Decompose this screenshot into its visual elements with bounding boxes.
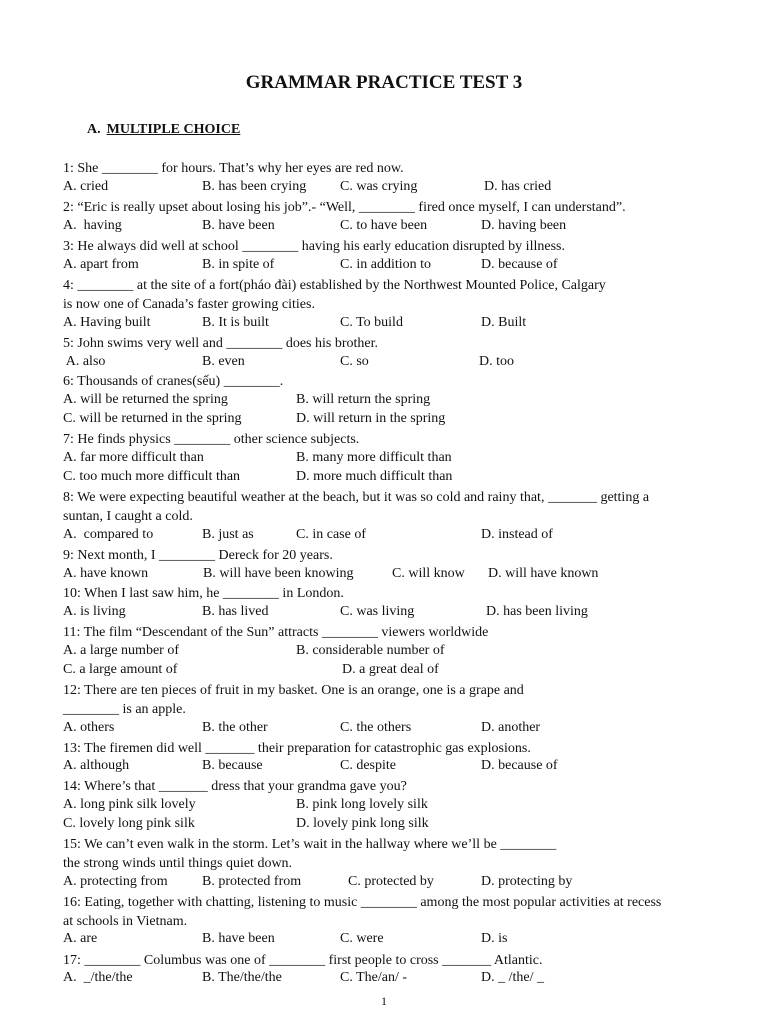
question-3-option-c: C. in addition to: [340, 257, 431, 272]
question-16-option-a: A. are: [63, 931, 98, 946]
question-12-option-d: D. another: [481, 720, 541, 735]
question-15-option-a: A. protecting from: [63, 874, 168, 889]
question-3-option-d: D. because of: [481, 257, 558, 272]
question-12-option-a: A. others: [63, 720, 115, 735]
question-9-stem: 9: Next month, I ________ Dereck for 20 years.: [63, 548, 333, 563]
question-16-option-d: D. is: [481, 931, 508, 946]
question-2-option-d: D. having been: [481, 218, 567, 233]
question-9-option-b: B. will have been knowing: [203, 566, 354, 581]
question-10-stem: 10: When I last saw him, he ________ in London.: [63, 586, 344, 601]
question-7-option-b: B. many more difficult than: [296, 450, 452, 465]
question-3-stem: 3: He always did well at school ________ having his early education disrupted by illness.: [63, 239, 565, 254]
question-11-option-d: D. a great deal of: [342, 662, 439, 677]
question-8-option-c: C. in case of: [296, 527, 366, 542]
question-15-stem: 15: We can’t even walk in the storm. Let’s wait in the hallway where we’ll be ________: [63, 837, 557, 852]
question-9-option-c: C. will know: [392, 566, 465, 581]
question-1-stem: 1: She ________ for hours. That’s why her eyes are red now.: [63, 161, 404, 176]
question-14-option-d: D. lovely pink long silk: [296, 816, 429, 831]
question-13-option-c: C. despite: [340, 758, 396, 773]
question-4-stem: 4: ________ at the site of a fort(pháo đài) established by the Northwest Mounted Police, Calgary: [63, 278, 606, 293]
question-4-option-a: A. Having built: [63, 315, 151, 330]
question-17-option-a: A. _/the/the: [63, 970, 133, 985]
question-2-option-c: C. to have been: [340, 218, 428, 233]
question-9-option-d: D. will have known: [488, 566, 599, 581]
question-13-option-d: D. because of: [481, 758, 558, 773]
question-16-stem: 16: Eating, together with chatting, listening to music ________ among the most popular activities at recess: [63, 895, 662, 910]
question-5-option-a: A. also: [63, 354, 106, 369]
question-8-option-b: B. just as: [202, 527, 254, 542]
question-2-stem: 2: “Eric is really upset about losing his job”.- “Well, ________ fired once myself, I can understand”.: [63, 200, 626, 215]
section-label: MULTIPLE CHOICE: [106, 122, 241, 137]
question-14-option-c: C. lovely long pink silk: [63, 816, 195, 831]
question-3-option-b: B. in spite of: [202, 257, 275, 272]
question-15-option-b: B. protected from: [202, 874, 302, 889]
question-7-option-a: A. far more difficult than: [63, 450, 204, 465]
question-6-stem: 6: Thousands of cranes(sếu) ________.: [63, 374, 284, 389]
question-8-option-d: D. instead of: [481, 527, 553, 542]
question-7-stem: 7: He finds physics ________ other science subjects.: [63, 432, 360, 447]
question-4-option-b: B. It is built: [202, 315, 269, 330]
question-15-option-d: D. protecting by: [481, 874, 573, 889]
question-8-option-a: A. compared to: [63, 527, 154, 542]
section-heading: [87, 122, 240, 138]
section-letter: A.: [87, 122, 101, 137]
question-6-option-a: A. will be returned the spring: [63, 392, 228, 407]
question-6-option-d: D. will return in the spring: [296, 411, 446, 426]
question-2-option-b: B. have been: [202, 218, 275, 233]
question-14-option-a: A. long pink silk lovely: [63, 797, 196, 812]
question-6-option-c: C. will be returned in the spring: [63, 411, 242, 426]
question-12-option-b: B. the other: [202, 720, 268, 735]
question-5-option-c: C. so: [340, 354, 369, 369]
question-16-option-b: B. have been: [202, 931, 275, 946]
question-17-option-b: B. The/the/the: [202, 970, 282, 985]
question-14-stem: 14: Where’s that _______ dress that your grandma gave you?: [63, 779, 407, 794]
question-2-option-a: A. having: [63, 218, 122, 233]
question-7-option-c: C. too much more difficult than: [63, 469, 241, 484]
question-7-option-d: D. more much difficult than: [296, 469, 453, 484]
question-5-option-d: D. too: [479, 354, 514, 369]
question-10-option-d: D. has been living: [486, 604, 588, 619]
question-3-option-a: A. apart from: [63, 257, 139, 272]
question-4-stem-continued: is now one of Canada’s faster growing cities.: [63, 297, 315, 312]
question-1-option-d: D. has cried: [484, 179, 552, 194]
question-12-stem-continued: ________ is an apple.: [63, 702, 186, 717]
question-12-stem: 12: There are ten pieces of fruit in my basket. One is an orange, one is a grape and: [63, 683, 524, 698]
question-4-option-c: C. To build: [340, 315, 403, 330]
question-11-option-c: C. a large amount of: [63, 662, 178, 677]
question-14-option-b: B. pink long lovely silk: [296, 797, 428, 812]
question-11-option-a: A. a large number of: [63, 643, 179, 658]
question-11-stem: 11: The film “Descendant of the Sun” attracts ________ viewers worldwide: [63, 625, 489, 640]
question-13-stem: 13: The firemen did well _______ their preparation for catastrophic gas explosions.: [63, 741, 531, 756]
question-1-option-b: B. has been crying: [202, 179, 307, 194]
question-6-option-b: B. will return the spring: [296, 392, 431, 407]
question-5-option-b: B. even: [202, 354, 245, 369]
question-16-stem-continued: at schools in Vietnam.: [63, 914, 188, 929]
question-17-option-d: D. _ /the/ _: [481, 970, 544, 985]
question-17-stem: 17: ________ Columbus was one of ________ first people to cross _______ Atlantic.: [63, 953, 543, 968]
question-11-option-b: B. considerable number of: [296, 643, 445, 658]
question-5-stem: 5: John swims very well and ________ does his brother.: [63, 336, 378, 351]
question-12-option-c: C. the others: [340, 720, 412, 735]
question-10-option-c: C. was living: [340, 604, 415, 619]
question-8-stem: 8: We were expecting beautiful weather at the beach, but it was so cold and rainy that, _______ getting a: [63, 490, 650, 505]
question-13-option-b: B. because: [202, 758, 263, 773]
question-9-option-a: A. have known: [63, 566, 149, 581]
question-13-option-a: A. although: [63, 758, 130, 773]
question-10-option-b: B. has lived: [202, 604, 269, 619]
question-4-option-d: D. Built: [481, 315, 527, 330]
question-10-option-a: A. is living: [63, 604, 126, 619]
question-1-option-c: C. was crying: [340, 179, 418, 194]
question-16-option-c: C. were: [340, 931, 384, 946]
question-1-option-a: A. cried: [63, 179, 109, 194]
question-8-stem-continued: suntan, I caught a cold.: [63, 509, 193, 524]
page-number: 1: [381, 994, 387, 1008]
question-15-stem-continued: the strong winds until things quiet down.: [63, 856, 293, 871]
question-17-option-c: C. The/an/ -: [340, 970, 408, 985]
question-15-option-c: C. protected by: [348, 874, 434, 889]
page-title: GRAMMAR PRACTICE TEST 3: [245, 72, 523, 93]
